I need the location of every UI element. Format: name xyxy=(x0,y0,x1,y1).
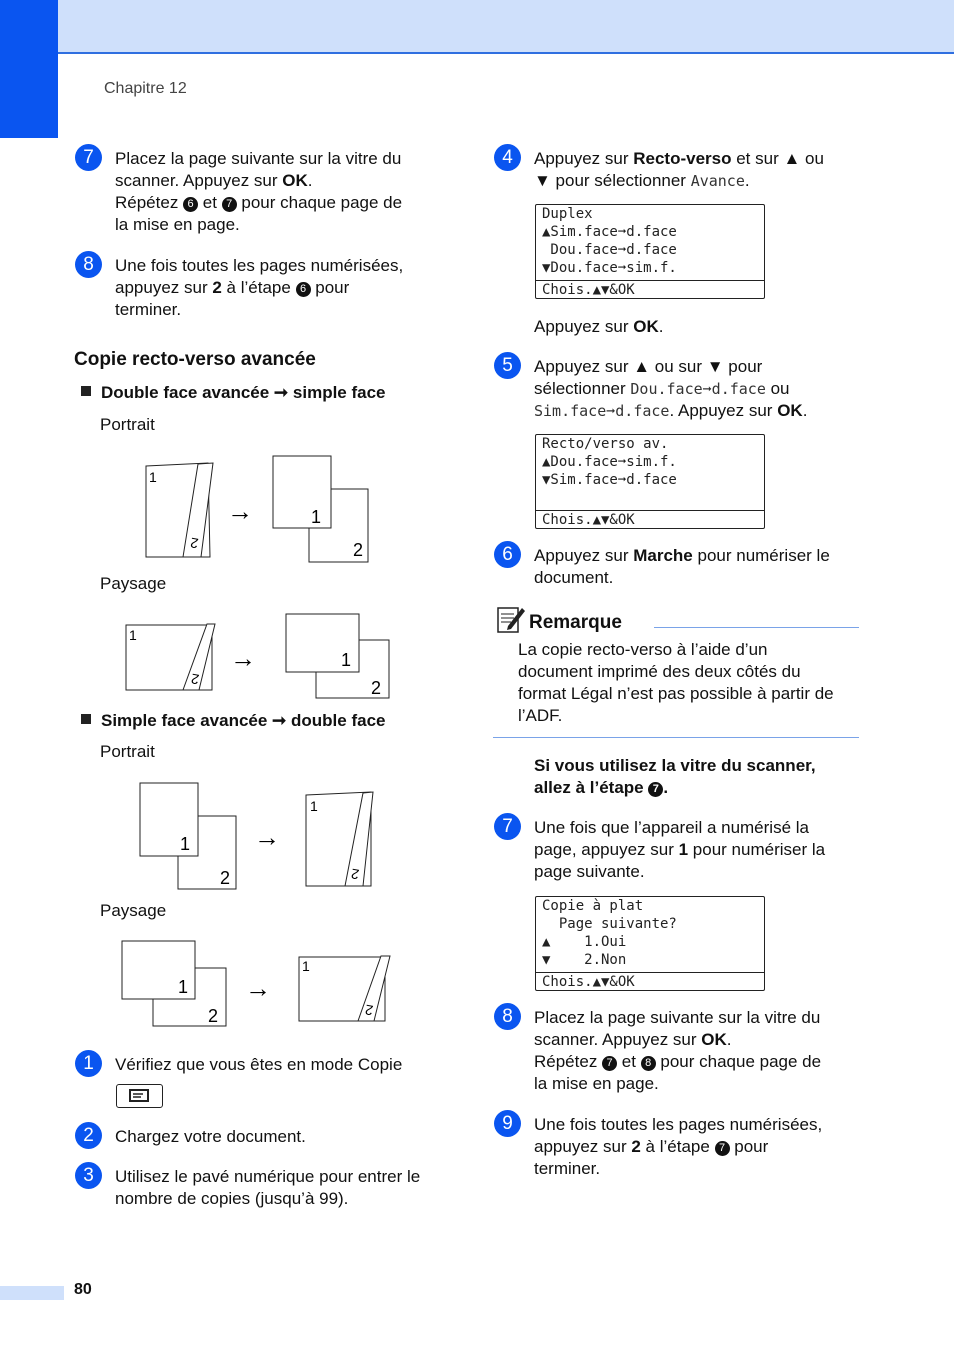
step-7-text: Placez la page suivante sur la vitre du scanner. Appuyez sur OK. Répétez 6 et 7 pour chaque page de la mise en page. xyxy=(115,149,403,234)
step-2-text: Chargez votre document. xyxy=(115,1127,306,1146)
step-7-right-text: Une fois que l’appareil a numérisé la page, appuyez sur 1 pour numériser la page suivante. xyxy=(534,818,826,881)
step-number: 2 xyxy=(75,1122,102,1149)
step-1-text: Vérifiez que vous êtes en mode Copie xyxy=(115,1055,403,1074)
step-number: 3 xyxy=(75,1162,102,1189)
svg-text:1: 1 xyxy=(310,798,318,814)
step-number: 6 xyxy=(494,541,521,568)
copy-key-icon xyxy=(116,1084,163,1108)
diagram-landscape-double-to-simple xyxy=(115,610,400,705)
note-title: Remarque xyxy=(529,612,622,633)
svg-text:1: 1 xyxy=(341,650,352,670)
svg-text:2: 2 xyxy=(189,534,200,552)
step-8-right-text: Placez la page suivante sur la vitre du scanner. Appuyez sur OK. Répétez 7 et 8 pour chaque page de la mise en page. xyxy=(534,1008,822,1093)
step-number: 9 xyxy=(494,1110,521,1137)
svg-text:→: → xyxy=(245,973,271,1003)
diagram-landscape-simple-to-double xyxy=(110,935,400,1030)
step-number: 4 xyxy=(494,144,521,171)
svg-text:1: 1 xyxy=(302,958,310,974)
svg-text:→: → xyxy=(254,822,280,852)
svg-text:1: 1 xyxy=(149,469,157,485)
step-number: 8 xyxy=(494,1003,521,1030)
bullet-simple-to-double: Simple face avancée ➞ double face xyxy=(81,711,385,731)
section-title: Copie recto-verso avancée xyxy=(74,349,316,370)
glass-instruction: Si vous utilisez la vitre du scanner, allez à l’étape 7 . xyxy=(534,756,816,797)
bullet-double-to-simple: Double face avancée ➞ simple face xyxy=(81,383,386,403)
note-pencil-icon xyxy=(496,604,526,634)
svg-text:1: 1 xyxy=(129,627,137,643)
svg-text:1: 1 xyxy=(180,834,191,854)
step-9-text: Une fois toutes les pages numérisées, appuyez sur 2 à l’étape 7 pour terminer. xyxy=(534,1115,823,1178)
step-number: 5 xyxy=(494,352,521,379)
svg-text:2: 2 xyxy=(208,1006,219,1026)
press-ok-text: Appuyez sur OK. xyxy=(534,317,664,336)
step-5-text: Appuyez sur ▲ ou sur ▼ pour sélectionner Dou.face➞d.face ou Sim.face➞d.face. Appuyez sur OK. xyxy=(534,357,808,420)
step-number: 7 xyxy=(75,144,102,171)
svg-text:2: 2 xyxy=(363,1001,375,1019)
svg-text:→: → xyxy=(230,643,256,673)
lcd-display-recto-verso: Recto/verso av. ▲Dou.face➞sim.f. ▼Sim.face➞d.face Chois.▲▼&OK xyxy=(535,434,765,529)
chapter-tab xyxy=(0,0,58,138)
step-number: 8 xyxy=(75,251,102,278)
footer-bar xyxy=(0,1286,64,1300)
step-6-text: Appuyez sur Marche pour numériser le document. xyxy=(534,546,830,587)
portrait-label-2: Portrait xyxy=(100,742,155,761)
step-8-text: Une fois toutes les pages numérisées, appuyez sur 2 à l’étape 6 pour terminer. xyxy=(115,256,404,319)
diagram-portrait-simple-to-double xyxy=(130,778,385,893)
step-4-text: Appuyez sur Recto-verso et sur ▲ ou ▼ pour sélectionner Avance. xyxy=(534,149,824,190)
lcd-display-copie-a-plat: Copie à plat Page suivante? ▲ 1.Oui ▼ 2.Non Chois.▲▼&OK xyxy=(535,896,765,991)
paysage-label-2: Paysage xyxy=(100,901,167,920)
note-bottom-rule xyxy=(493,737,859,738)
svg-text:2: 2 xyxy=(371,678,382,698)
svg-text:1: 1 xyxy=(178,977,189,997)
svg-text:2: 2 xyxy=(189,670,201,688)
header-bar xyxy=(0,0,954,54)
note-title-rule xyxy=(654,627,859,628)
page-number: 80 xyxy=(74,1281,92,1298)
svg-text:1: 1 xyxy=(311,507,322,527)
lcd-display-duplex: Duplex ▲Sim.face➞d.face Dou.face➞d.face ▼Dou.face➞sim.f. Chois.▲▼&OK xyxy=(535,204,765,299)
svg-text:2: 2 xyxy=(353,540,364,560)
step-number: 1 xyxy=(75,1050,102,1077)
svg-text:2: 2 xyxy=(349,865,361,883)
portrait-label: Portrait xyxy=(100,415,155,434)
diagram-portrait-double-to-simple xyxy=(135,450,385,565)
note-text: La copie recto-verso à l’aide d’un document imprimé des deux côtés du format Légal n’est pas possible à partir de l’ADF. xyxy=(518,640,834,725)
step-3-text: Utilisez le pavé numérique pour entrer le nombre de copies (jusqu’à 99). xyxy=(115,1167,421,1208)
step-number: 7 xyxy=(494,813,521,840)
svg-text:2: 2 xyxy=(220,868,231,888)
paysage-label: Paysage xyxy=(100,574,167,593)
chapter-label: Chapitre 12 xyxy=(104,80,187,97)
svg-text:→: → xyxy=(227,496,253,526)
